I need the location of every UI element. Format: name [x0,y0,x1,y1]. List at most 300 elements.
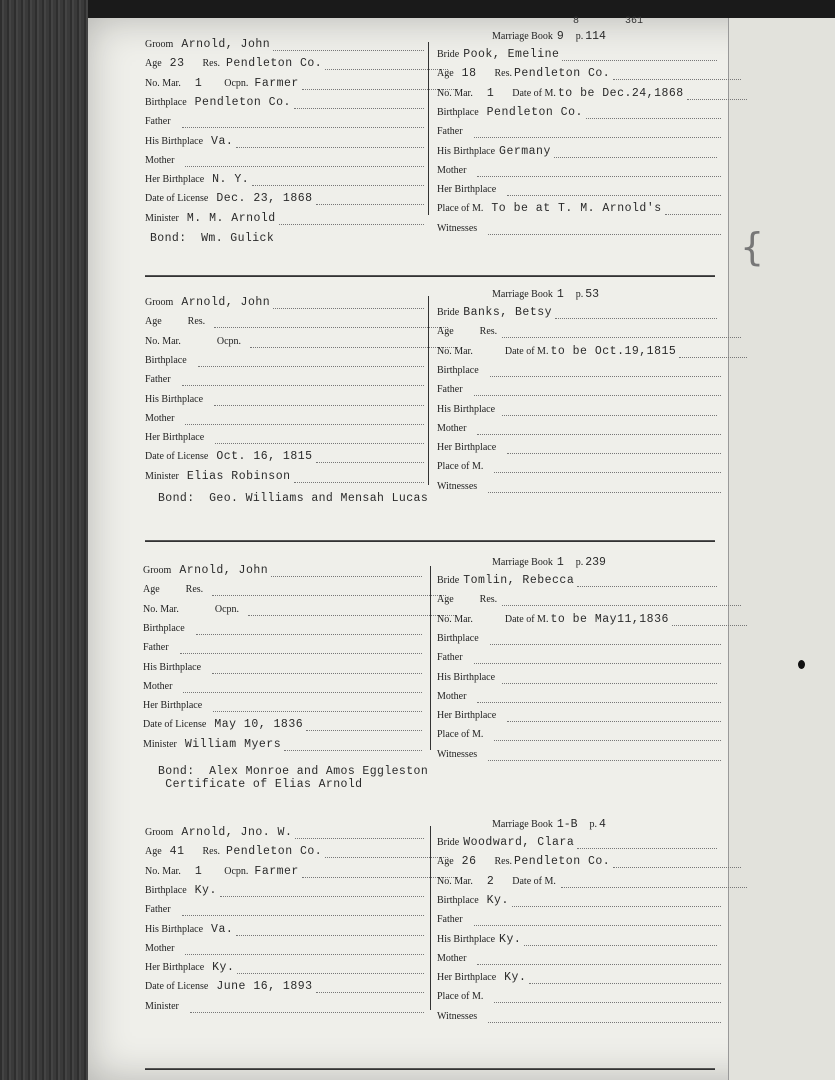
bride-field-row [437,632,722,650]
page-number: 4 [599,818,606,831]
place-of-m-label: Place of M. [437,729,484,741]
dotted-fill-line [213,700,422,712]
bride-label: Bride [437,575,460,586]
dotted-fill-line [679,346,747,358]
age-value: 41 [169,845,185,859]
date-of-m-value: to be May11,1836 [550,612,669,626]
date-of-m-value: to be Dec.24,1868 [557,86,684,100]
bride-field-row [437,933,722,951]
marriage-book-header [492,30,606,43]
dotted-fill-line [529,972,721,984]
column-divider [428,42,429,215]
book-number: 9 [556,30,564,43]
bride-his-birthplace-label: His Birthplace [437,671,496,683]
dotted-fill-line [284,739,422,751]
page-label: p. [575,31,584,42]
birthplace-value: Ky. [194,883,217,897]
groom-field-row [143,641,423,659]
bride-his-birthplace-label: His Birthplace [437,933,496,945]
dotted-fill-line [214,394,424,406]
dotted-fill-line [185,413,424,425]
bride-age-value: 18 [461,67,477,81]
marriage-book-header [492,288,599,301]
place-of-m-label: Place of M. [437,991,484,1003]
marriage-book-header [492,556,606,569]
bride-field-row [437,836,722,854]
dotted-fill-line [494,729,721,741]
record-separator [145,1068,715,1070]
minister-label: Minister [145,1000,179,1012]
dotted-fill-line [577,837,717,849]
groom-field-row [143,718,423,736]
mother-label: Mother [145,942,175,954]
dotted-fill-line [490,633,721,645]
age-label: Age [145,316,162,328]
dotted-fill-line [474,652,721,664]
bride-res-value: Pendleton Co. [513,67,611,81]
dotted-fill-line [185,943,424,955]
dotted-fill-line [316,193,424,205]
dotted-fill-line [502,326,741,338]
bride-father-label: Father [437,384,463,396]
age-label: Age [143,584,160,596]
bride-age-label: Age [437,856,454,868]
date-of-license-label: Date of License [143,719,207,731]
bride-res-label: Res. [479,594,498,606]
bride-her-birthplace-value: Ky. [504,971,527,985]
page-label: p. [575,289,584,300]
bride-field-row [437,125,722,143]
ink-dot-icon [798,660,805,669]
father-label: Father [143,642,169,654]
groom-label: Groom [143,565,172,576]
ocpn-value: Farmer [254,76,299,90]
dotted-fill-line [477,423,721,435]
date-of-m-label: Date of M. [504,345,549,357]
bride-age-label: Age [437,594,454,606]
bride-her-birthplace-label: Her Birthplace [437,972,497,984]
dotted-fill-line [316,451,424,463]
bride-field-row [437,728,722,746]
minister-value: M. M. Arnold [186,211,276,225]
dotted-fill-line [613,856,741,868]
bride-mother-label: Mother [437,952,467,964]
bride-value: Tomlin, Rebecca [463,574,575,587]
bride-label: Bride [437,49,460,60]
bride-no-mar-label: No. Mar. [437,87,473,99]
groom-field-row [145,393,425,411]
res-label: Res. [202,58,220,70]
bride-value: Pook, Emeline [463,48,560,61]
father-label: Father [145,116,171,128]
dotted-fill-line [182,374,424,386]
his-birthplace-value: Va. [211,922,234,936]
dotted-fill-line [294,97,424,109]
dotted-fill-line [524,934,717,946]
groom-field-row [143,680,423,698]
dotted-fill-line [561,876,747,888]
date-of-license-value: June 16, 1893 [216,980,313,994]
birthplace-label: Birthplace [145,96,187,108]
dotted-fill-line [554,146,717,158]
mother-label: Mother [145,412,175,424]
bride-field-row [437,222,722,240]
bride-res-label: Res. [479,326,498,338]
groom-field-row [145,431,425,449]
dotted-fill-line [236,924,424,936]
bride-no-mar-value: 1 [486,86,495,100]
date-of-license-label: Date of License [145,451,209,463]
dotted-fill-line [316,981,424,993]
dotted-fill-line [488,1011,721,1023]
dotted-fill-line [325,58,448,70]
groom-field-row [145,354,425,372]
dotted-fill-line [488,481,721,493]
groom-field-row [145,865,425,883]
groom-value: Arnold, John [181,38,271,51]
birthplace-label: Birthplace [145,884,187,896]
groom-field-row [145,826,425,844]
groom-field-row [145,115,425,133]
his-birthplace-label: His Birthplace [145,393,204,405]
groom-field-row [145,154,425,172]
page-label: p. [575,557,584,568]
bride-her-birthplace-label: Her Birthplace [437,442,497,454]
dotted-fill-line [507,184,721,196]
bride-field-row [437,574,722,592]
groom-field-row [145,38,425,56]
bride-field-row [437,480,722,498]
groom-field-row [145,135,425,153]
column-divider [428,296,429,485]
page-number: 53 [585,288,600,301]
marriage-book-label: Marriage Book [492,557,553,568]
book-number: 1 [556,288,564,301]
ocpn-value: Farmer [254,864,299,878]
res-label: Res. [185,584,204,596]
bride-field-row [437,875,722,893]
birthplace-label: Birthplace [145,354,187,366]
bracket-mark-icon: { [740,225,765,269]
minister-value: William Myers [184,737,282,751]
dotted-fill-line [180,642,422,654]
page-number-overwrite: 361 [625,16,644,27]
date-of-license-value: Dec. 23, 1868 [216,192,313,206]
minister-label: Minister [143,738,177,750]
no-mar-label: No. Mar. [145,865,181,877]
bride-field-row [437,325,722,343]
bride-label: Bride [437,307,460,318]
dotted-fill-line [474,126,721,138]
bride-res-label: Res. [494,856,512,868]
her-birthplace-label: Her Birthplace [145,962,205,974]
groom-field-row [145,980,425,998]
groom-field-row [145,923,425,941]
bride-his-birthplace-value: Ky. [499,932,522,946]
bride-age-value: 26 [461,855,477,869]
bride-field-row [437,183,722,201]
her-birthplace-value: N. Y. [212,173,250,187]
dotted-fill-line [236,136,424,148]
groom-field-row [145,335,425,353]
bride-mother-label: Mother [437,164,467,176]
dotted-fill-line [190,1001,424,1013]
bride-birthplace-label: Birthplace [437,894,479,906]
dotted-fill-line [665,203,721,215]
bride-field-row [437,383,722,401]
age-value: 23 [169,57,185,71]
date-of-m-label: Date of M. [512,875,556,887]
groom-field-row [145,96,425,114]
marriage-book-header [492,818,606,831]
dotted-fill-line [196,623,422,635]
groom-label: Groom [145,827,174,838]
dotted-fill-line [507,442,721,454]
column-divider [430,566,431,750]
bride-birthplace-value: Ky. [486,893,509,907]
bride-field-row [437,48,722,66]
dotted-fill-line [306,719,422,731]
groom-field-row [145,903,425,921]
bride-his-birthplace-label: His Birthplace [437,145,496,157]
dotted-fill-line [507,710,721,722]
groom-field-row [143,564,423,582]
no-mar-label: No. Mar. [143,603,179,615]
dotted-fill-line [273,39,424,51]
bride-no-mar-value: 2 [486,874,495,888]
no-mar-value: 1 [194,864,203,878]
bride-res-value: Pendleton Co. [513,855,611,869]
bride-field-row [437,613,722,631]
groom-field-row [143,603,423,621]
book-number: 1 [556,556,564,569]
bride-his-birthplace-label: His Birthplace [437,403,496,415]
age-label: Age [145,58,162,70]
his-birthplace-value: Va. [211,134,234,148]
bride-father-label: Father [437,126,463,138]
no-mar-value: 1 [194,76,203,90]
bride-field-row [437,306,722,324]
res-label: Res. [187,316,206,328]
groom-field-row [145,57,425,75]
dotted-fill-line [477,691,721,703]
marriage-book-label: Marriage Book [492,289,553,300]
witnesses-label: Witnesses [437,480,478,492]
dotted-fill-line [490,365,721,377]
dotted-fill-line [214,316,448,328]
groom-field-row [145,296,425,314]
bride-field-row [437,460,722,478]
dotted-fill-line [613,68,741,80]
dotted-fill-line [488,749,721,761]
bride-birthplace-value: Pendleton Co. [486,105,583,119]
bride-field-row [437,403,722,421]
bride-birthplace-label: Birthplace [437,364,479,376]
age-label: Age [145,846,162,858]
his-birthplace-label: His Birthplace [145,135,204,147]
scan-left-edge [0,0,88,1080]
groom-value: Arnold, John [179,564,269,577]
bride-field-row [437,345,722,363]
bride-value: Woodward, Clara [463,836,575,849]
bride-his-birthplace-value: Germany [499,144,551,158]
her-birthplace-label: Her Birthplace [145,432,205,444]
date-of-license-label: Date of License [145,981,209,993]
record-separator [145,540,715,542]
groom-field-row [143,583,423,601]
bride-field-row [437,67,722,85]
father-label: Father [145,374,171,386]
groom-field-row [143,661,423,679]
place-of-m-label: Place of M. [437,461,484,473]
bride-field-row [437,748,722,766]
dotted-fill-line [250,336,458,348]
bride-field-row [437,87,722,105]
dotted-fill-line [502,672,717,684]
minister-value: Elias Robinson [186,469,291,483]
dotted-fill-line [302,866,458,878]
bride-field-row [437,364,722,382]
minister-label: Minister [145,212,179,224]
bride-field-row [437,202,722,220]
dotted-fill-line [279,213,424,225]
dotted-fill-line [198,355,424,367]
dotted-fill-line [586,107,721,119]
res-value: Pendleton Co. [225,845,323,859]
his-birthplace-label: His Birthplace [143,661,202,673]
marriage-book-label: Marriage Book [492,31,553,42]
dotted-fill-line [555,307,717,319]
bride-field-row [437,651,722,669]
dotted-fill-line [215,432,424,444]
dotted-fill-line [302,78,458,90]
groom-label: Groom [145,39,174,50]
groom-field-row [145,77,425,95]
bride-mother-label: Mother [437,422,467,434]
bride-field-row [437,913,722,931]
bride-field-row [437,855,722,873]
date-of-license-value: Oct. 16, 1815 [216,450,313,464]
bride-birthplace-label: Birthplace [437,106,479,118]
bride-age-label: Age [437,326,454,338]
groom-field-row [145,942,425,960]
ocpn-label: Ocpn. [216,335,242,347]
witnesses-label: Witnesses [437,222,478,234]
book-number-overwrite: 8 [573,16,580,27]
groom-field-row [143,738,423,756]
witnesses-label: Witnesses [437,748,478,760]
no-mar-label: No. Mar. [145,77,181,89]
groom-value: Arnold, John [181,296,271,309]
bride-label: Bride [437,837,460,848]
dotted-fill-line [672,614,747,626]
bond-note: Bond: Alex Monroe and Amos Eggleston Certificate of Elias Arnold [158,765,429,791]
bride-field-row [437,106,722,124]
bride-her-birthplace-label: Her Birthplace [437,710,497,722]
bride-field-row [437,671,722,689]
bride-res-label: Res. [494,68,512,80]
dotted-fill-line [183,681,422,693]
bride-field-row [437,164,722,182]
her-birthplace-label: Her Birthplace [145,174,205,186]
dotted-fill-line [212,584,446,596]
bride-field-row [437,709,722,727]
bride-no-mar-label: No. Mar. [437,613,473,625]
bride-field-row [437,952,722,970]
groom-field-row [145,1000,425,1018]
page-label: p. [589,819,598,830]
groom-field-row [145,212,425,230]
dotted-fill-line [477,953,721,965]
groom-field-row [143,622,423,640]
groom-field-row [145,412,425,430]
bride-age-label: Age [437,68,454,80]
bride-value: Banks, Betsy [463,306,553,319]
date-of-license-value: May 10, 1836 [214,718,304,732]
dotted-fill-line [271,565,422,577]
dotted-fill-line [248,604,456,616]
bride-father-label: Father [437,914,463,926]
bride-field-row [437,593,722,611]
right-margin [728,18,835,1080]
dotted-fill-line [273,297,424,309]
dotted-fill-line [252,174,424,186]
dotted-fill-line [294,471,424,483]
ocpn-label: Ocpn. [214,603,240,615]
book-number: 1-B [556,818,578,831]
bride-no-mar-label: No. Mar. [437,345,473,357]
groom-field-row [145,470,425,488]
no-mar-label: No. Mar. [145,335,181,347]
res-label: Res. [202,846,220,858]
dotted-fill-line [237,962,424,974]
date-of-m-value: to be Oct.19,1815 [550,344,677,358]
page-number: 114 [585,30,606,43]
dotted-fill-line [494,991,721,1003]
dotted-fill-line [512,895,721,907]
page-number: 239 [585,556,606,569]
groom-value: Arnold, Jno. W. [181,826,293,839]
bride-field-row [437,971,722,989]
marriage-book-label: Marriage Book [492,819,553,830]
dotted-fill-line [212,662,422,674]
dotted-fill-line [220,885,424,897]
his-birthplace-label: His Birthplace [145,923,204,935]
groom-field-row [145,192,425,210]
groom-field-row [145,173,425,191]
groom-field-row [145,961,425,979]
bride-mother-label: Mother [437,690,467,702]
mother-label: Mother [143,680,173,692]
place-of-m-value: To be at T. M. Arnold's [491,202,662,216]
bride-field-row [437,422,722,440]
res-value: Pendleton Co. [225,57,323,71]
bride-field-row [437,990,722,1008]
date-of-license-label: Date of License [145,193,209,205]
dotted-fill-line [494,461,721,473]
bond-note: Bond: Wm. Gulick [150,232,275,245]
dotted-fill-line [474,384,721,396]
groom-field-row [145,845,425,863]
bride-field-row [437,690,722,708]
father-label: Father [145,904,171,916]
bride-field-row [437,1010,722,1028]
her-birthplace-value: Ky. [212,961,235,975]
bride-her-birthplace-label: Her Birthplace [437,184,497,196]
bride-field-row [437,441,722,459]
groom-field-row [145,450,425,468]
dotted-fill-line [577,575,717,587]
